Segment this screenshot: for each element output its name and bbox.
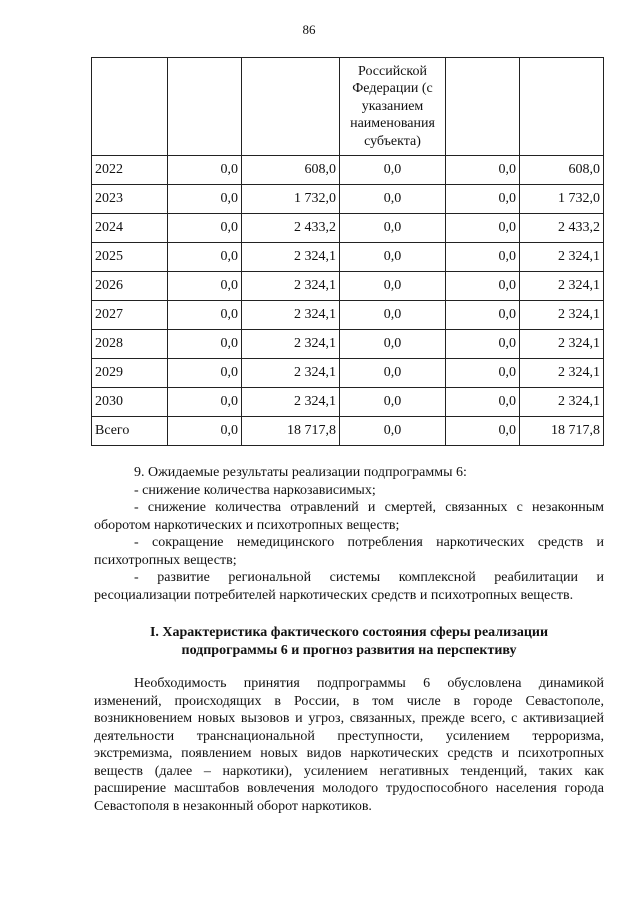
- table-row: [92, 330, 604, 359]
- row-value-cell: 18 717,8: [520, 417, 604, 446]
- table-header-row: [92, 58, 604, 156]
- row-value-cell: 0,0: [340, 272, 446, 301]
- page-number: 86: [302, 22, 316, 37]
- section-body: [94, 675, 604, 815]
- row-year-cell: 2024: [92, 214, 168, 243]
- row-value-cell: 2 324,1: [242, 388, 340, 417]
- row-year-cell: Всего: [92, 417, 168, 446]
- header-cell: [446, 58, 520, 156]
- row-value-cell: 0,0: [446, 243, 520, 272]
- row-value-cell: 2 324,1: [242, 243, 340, 272]
- section-title: [94, 624, 604, 660]
- table-row: [92, 243, 604, 272]
- section-title-line: подпрограммы 6 и прогноз развития на перспективу: [181, 643, 517, 658]
- row-value-cell: 0,0: [168, 330, 242, 359]
- row-value-cell: 2 324,1: [520, 330, 604, 359]
- header-cell: [340, 58, 446, 156]
- row-year-cell: 2026: [92, 272, 168, 301]
- row-value-cell: 0,0: [446, 214, 520, 243]
- row-value-cell: 0,0: [446, 156, 520, 185]
- row-value-cell: 0,0: [168, 388, 242, 417]
- row-value-cell: 0,0: [168, 156, 242, 185]
- row-value-cell: 0,0: [168, 185, 242, 214]
- row-value-cell: 0,0: [446, 359, 520, 388]
- section-title-line: I. Характеристика фактического состояния сферы реализации: [149, 625, 549, 640]
- row-value-cell: 0,0: [168, 417, 242, 446]
- row-value-cell: 2 324,1: [520, 359, 604, 388]
- row-value-cell: 0,0: [446, 301, 520, 330]
- row-value-cell: 2 324,1: [242, 330, 340, 359]
- table-row: [92, 417, 604, 446]
- section-paragraph: Необходимость принятия подпрограммы 6 обусловлена динамикой изменений, происходящих в России, в том числе в городе Севастополе, возникновением новых вызовов и угроз, связанных, прежде всего, с активизацией деятельности транснациональной преступности, усилением терроризма, экстремизма, появлением новых видов наркотических средств и психотропных веществ (далее – наркотики), усилением негативных тенденций, таких как расширение масштабов вовлечения молодого трудоспособного населения города Севастополя в незаконный оборот наркотиков.: [94, 676, 604, 814]
- results-heading: 9. Ожидаемые результаты реализации подпрограммы 6:: [134, 465, 467, 480]
- row-value-cell: 2 324,1: [520, 301, 604, 330]
- row-value-cell: 2 324,1: [520, 243, 604, 272]
- row-value-cell: 0,0: [340, 301, 446, 330]
- row-value-cell: 0,0: [168, 243, 242, 272]
- row-value-cell: 0,0: [168, 301, 242, 330]
- row-value-cell: 0,0: [168, 272, 242, 301]
- row-value-cell: 18 717,8: [242, 417, 340, 446]
- row-value-cell: 0,0: [340, 185, 446, 214]
- row-value-cell: 0,0: [340, 330, 446, 359]
- table-row: [92, 156, 604, 185]
- row-value-cell: 0,0: [340, 388, 446, 417]
- table-row: [92, 388, 604, 417]
- row-value-cell: 0,0: [340, 359, 446, 388]
- header-cell: [92, 58, 168, 156]
- row-value-cell: 2 324,1: [520, 272, 604, 301]
- row-value-cell: 2 433,2: [520, 214, 604, 243]
- table-row: [92, 185, 604, 214]
- row-year-cell: 2025: [92, 243, 168, 272]
- row-year-cell: 2022: [92, 156, 168, 185]
- row-value-cell: 2 324,1: [242, 272, 340, 301]
- results-item: - снижение количества отравлений и смертей, связанных с незаконным оборотом наркотических и психотропных веществ;: [94, 500, 604, 533]
- header-cell: [242, 58, 340, 156]
- header-cell: [520, 58, 604, 156]
- row-value-cell: 0,0: [446, 417, 520, 446]
- table-row: [92, 301, 604, 330]
- results-item: - сокращение немедицинского потребления наркотических средств и психотропных веществ;: [94, 535, 604, 568]
- row-value-cell: 0,0: [340, 214, 446, 243]
- row-value-cell: 608,0: [242, 156, 340, 185]
- row-year-cell: 2027: [92, 301, 168, 330]
- results-item: - снижение количества наркозависимых;: [134, 482, 376, 498]
- row-value-cell: 0,0: [446, 330, 520, 359]
- row-value-cell: 0,0: [340, 417, 446, 446]
- table-row: [92, 359, 604, 388]
- expected-results: [94, 464, 604, 604]
- row-value-cell: 0,0: [446, 272, 520, 301]
- row-value-cell: 608,0: [520, 156, 604, 185]
- table-row: [92, 214, 604, 243]
- row-value-cell: 2 433,2: [242, 214, 340, 243]
- header-subject-label: Российской Федерации (с указанием наименования субъекта): [350, 63, 435, 149]
- table-row: [92, 272, 604, 301]
- row-value-cell: 2 324,1: [242, 359, 340, 388]
- row-value-cell: 2 324,1: [520, 388, 604, 417]
- header-cell: [168, 58, 242, 156]
- row-year-cell: 2030: [92, 388, 168, 417]
- row-year-cell: 2028: [92, 330, 168, 359]
- row-value-cell: 0,0: [168, 214, 242, 243]
- row-value-cell: 0,0: [446, 185, 520, 214]
- results-item: - развитие региональной системы комплексной реабилитации и ресоциализации потребителей наркотических средств и психотропных веществ.: [94, 570, 604, 603]
- row-value-cell: 0,0: [168, 359, 242, 388]
- row-value-cell: 0,0: [446, 388, 520, 417]
- row-year-cell: 2029: [92, 359, 168, 388]
- row-value-cell: 1 732,0: [242, 185, 340, 214]
- row-year-cell: 2023: [92, 185, 168, 214]
- funding-table: [91, 57, 604, 446]
- row-value-cell: 0,0: [340, 156, 446, 185]
- row-value-cell: 1 732,0: [520, 185, 604, 214]
- row-value-cell: 2 324,1: [242, 301, 340, 330]
- row-value-cell: 0,0: [340, 243, 446, 272]
